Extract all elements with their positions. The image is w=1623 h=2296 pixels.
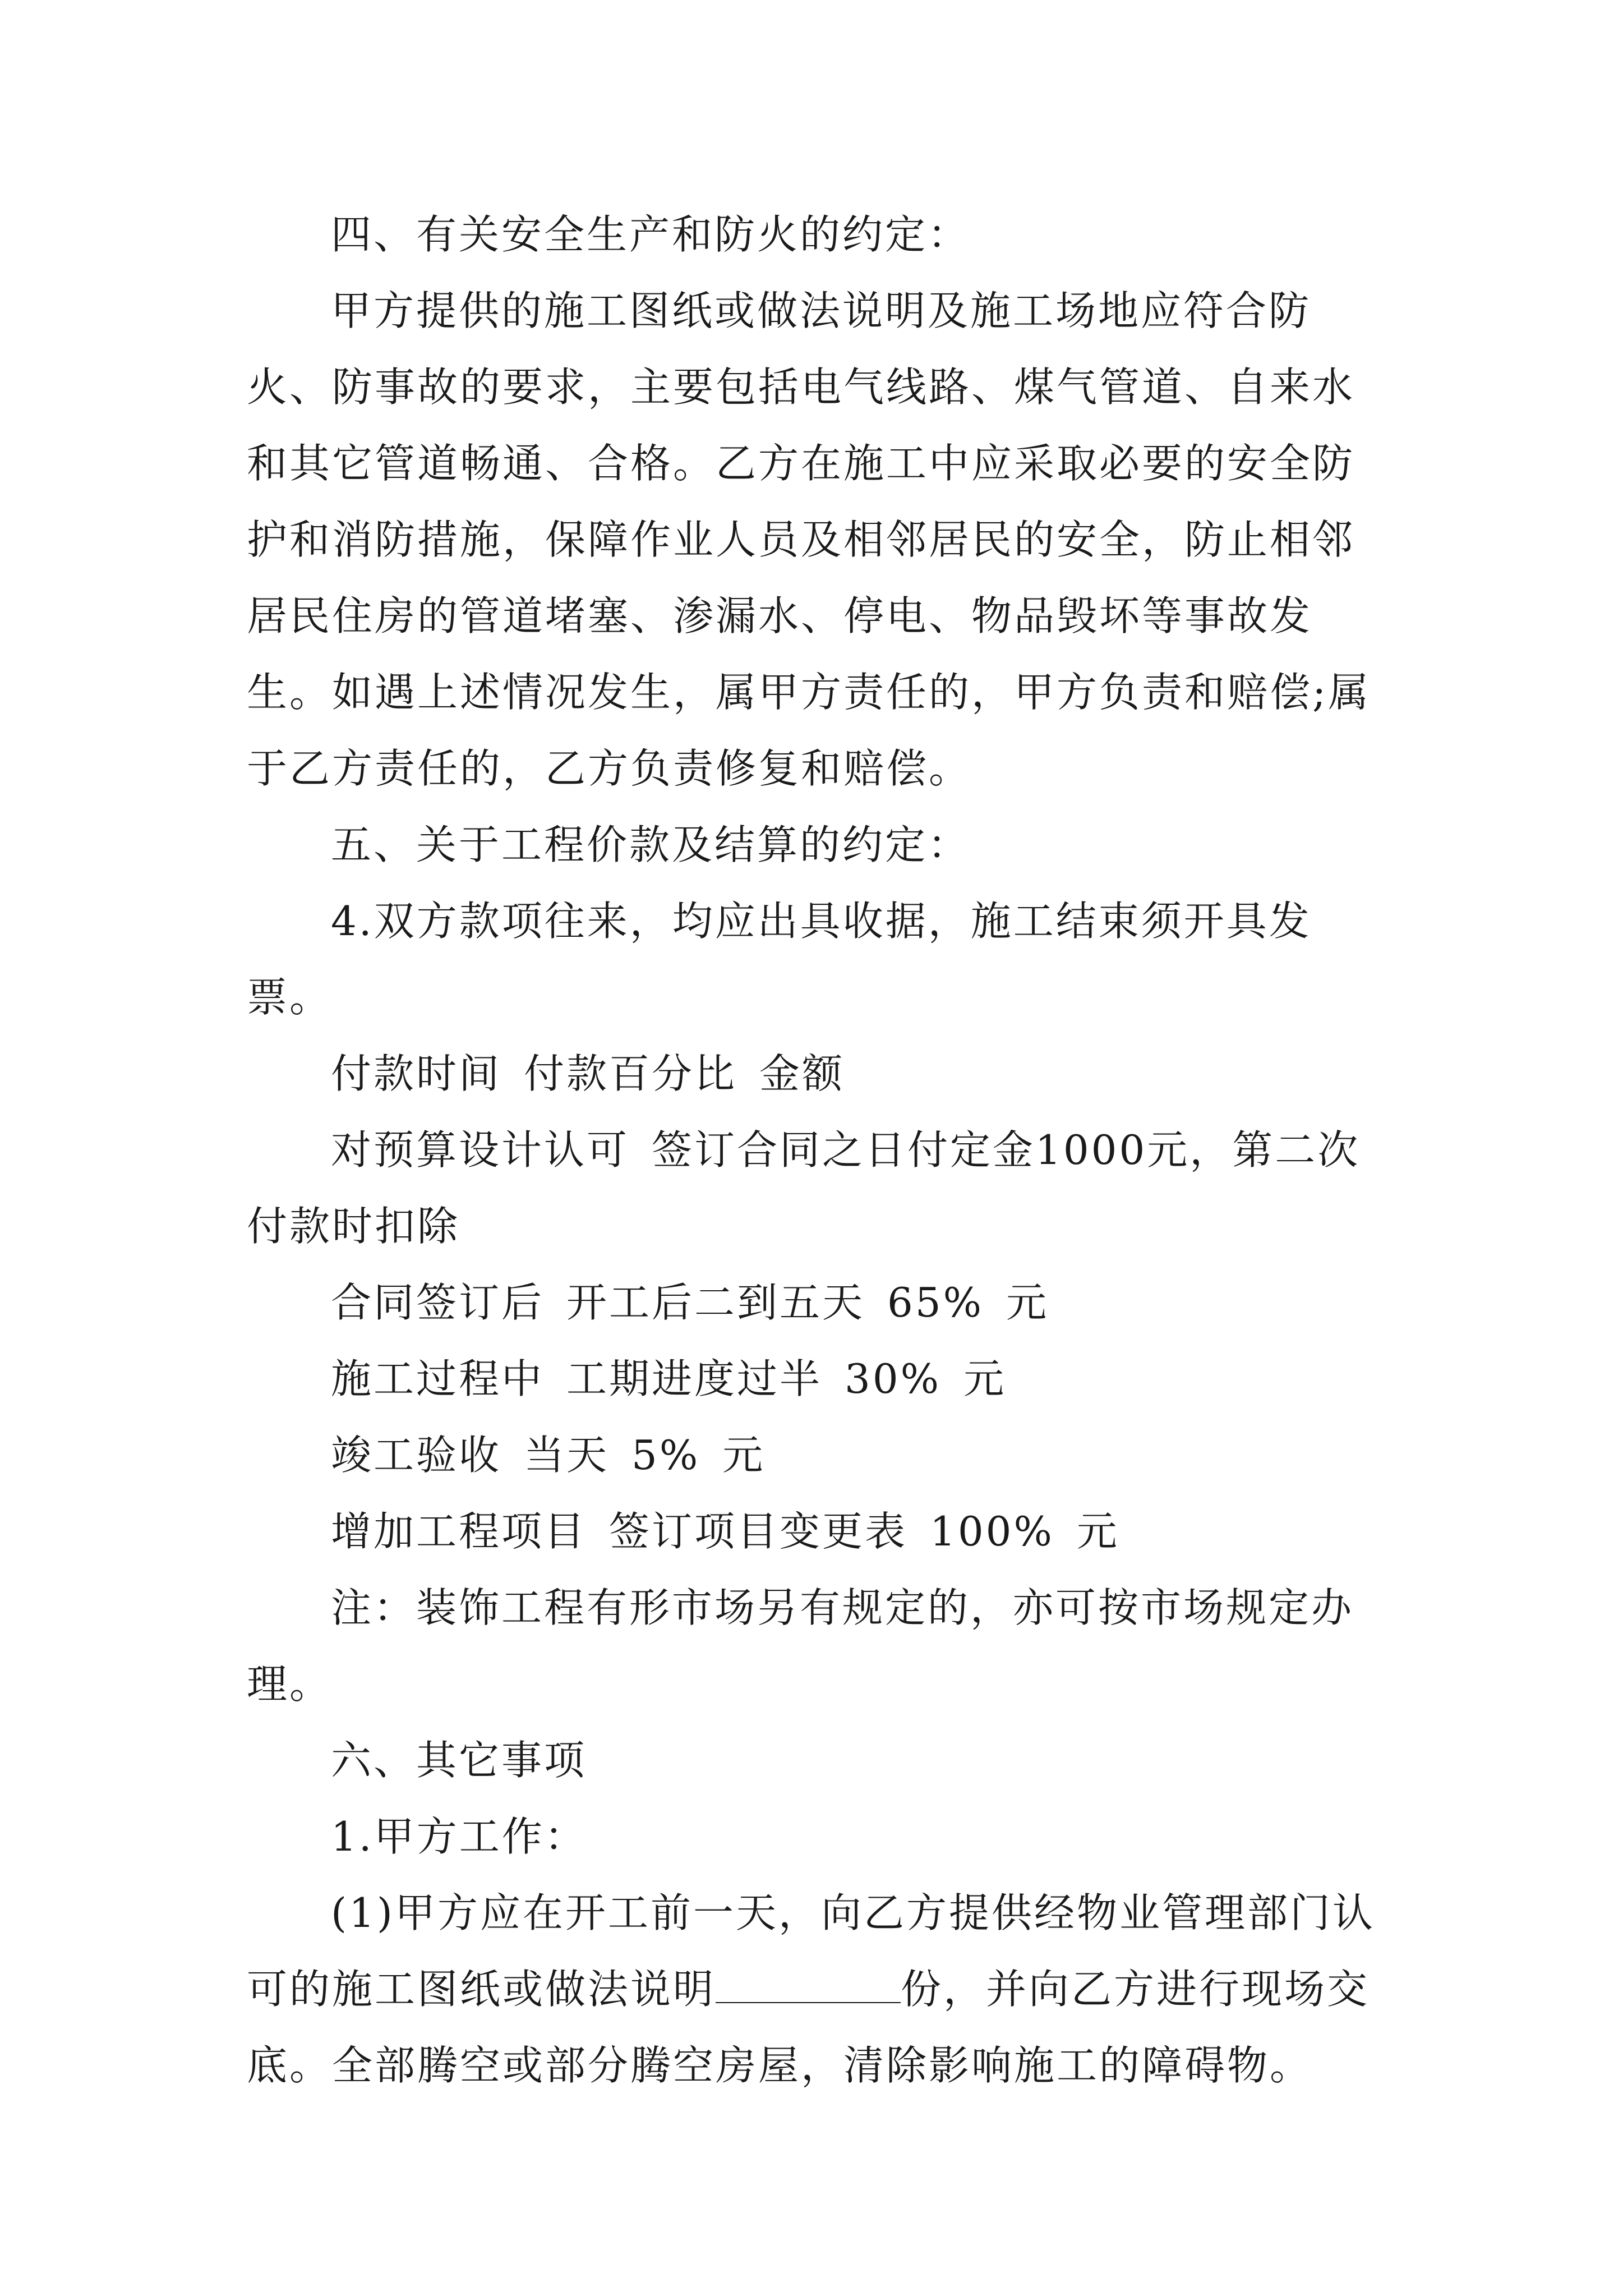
payment-row-percent: 30% xyxy=(845,1355,942,1402)
payment-row xyxy=(247,1417,1391,1493)
payment-row xyxy=(247,1264,1391,1341)
contract-body xyxy=(247,196,1391,2104)
payment-row-amount: 元 xyxy=(1076,1508,1119,1555)
payment-row-amount: 元 xyxy=(963,1355,1007,1402)
payment-row-timing: 签订项目变更表 xyxy=(609,1508,908,1555)
subitem-1-text-after: 份，并向乙方进行现场交底。全部腾空或部分腾空房屋，清除影响施工的障碍物。 xyxy=(247,1966,1370,2089)
payment-row xyxy=(247,1112,1391,1264)
payment-row-stage: 竣工验收 xyxy=(331,1432,502,1479)
payment-row-amount: 元 xyxy=(722,1432,766,1479)
header-payment-time: 付款时间 xyxy=(331,1050,502,1097)
payment-table-header xyxy=(247,1036,1391,1112)
section-5-item-4: 4.双方款项往来，均应出具收据，施工结束须开具发票。 xyxy=(247,898,1312,1021)
header-payment-percent: 付款百分比 xyxy=(524,1050,737,1097)
section-6-subitem-1 xyxy=(247,1875,1391,2104)
payment-row-timing: 工期进度过半 xyxy=(566,1355,823,1402)
section-6-heading: 六、其它事项 xyxy=(331,1737,587,1784)
payment-row-percent: 100% xyxy=(930,1508,1054,1555)
section-4-paragraph: 甲方提供的施工图纸或做法说明及施工场地应符合防火、防事故的要求，主要包括电气线路、煤气管道、自来水和其它管道畅通、合格。乙方在施工中应采取必要的安全防护和消防措施，保障作业人员及相邻居民的安全，防止相邻居民住房的管道堵塞、渗漏水、停电、物品毁坏等事故发生。如遇上述情况发生，属甲方责任的，甲方负责和赔偿;属于乙方责任的，乙方负责修复和赔偿。 xyxy=(247,287,1371,792)
payment-row-stage: 对预算设计认可 xyxy=(331,1126,630,1174)
section-6-item-1: 1.甲方工作： xyxy=(331,1813,587,1860)
payment-row xyxy=(247,1493,1391,1570)
fill-in-blank xyxy=(716,1996,901,2003)
payment-row-amount: 元 xyxy=(1006,1279,1049,1326)
payment-row-stage: 合同签订后 xyxy=(331,1279,545,1326)
payment-row-detail: 签订合同之日付定金1000元，第二次付款时扣除 xyxy=(247,1126,1361,1250)
payment-row-timing: 开工后二到五天 xyxy=(566,1279,865,1326)
header-amount: 金额 xyxy=(759,1050,845,1097)
payment-row xyxy=(247,1341,1391,1417)
payment-row-stage: 施工过程中 xyxy=(331,1355,545,1402)
subitem-1-text-before: (1)甲方应在开工前一天，向乙方提供经物业管理部门认可的施工图纸或做法说明 xyxy=(247,1889,1375,2013)
section-4-heading: 四、有关安全生产和防火的约定： xyxy=(331,211,971,258)
section-5-heading: 五、关于工程价款及结算的约定： xyxy=(331,821,971,868)
payment-row-percent: 5% xyxy=(631,1432,700,1479)
section-5-note: 注：装饰工程有形市场另有规定的，亦可按市场规定办理。 xyxy=(247,1584,1354,1708)
payment-row-percent: 65% xyxy=(887,1279,984,1326)
payment-row-stage: 增加工程项目 xyxy=(331,1508,587,1555)
payment-row-timing: 当天 xyxy=(524,1432,610,1479)
